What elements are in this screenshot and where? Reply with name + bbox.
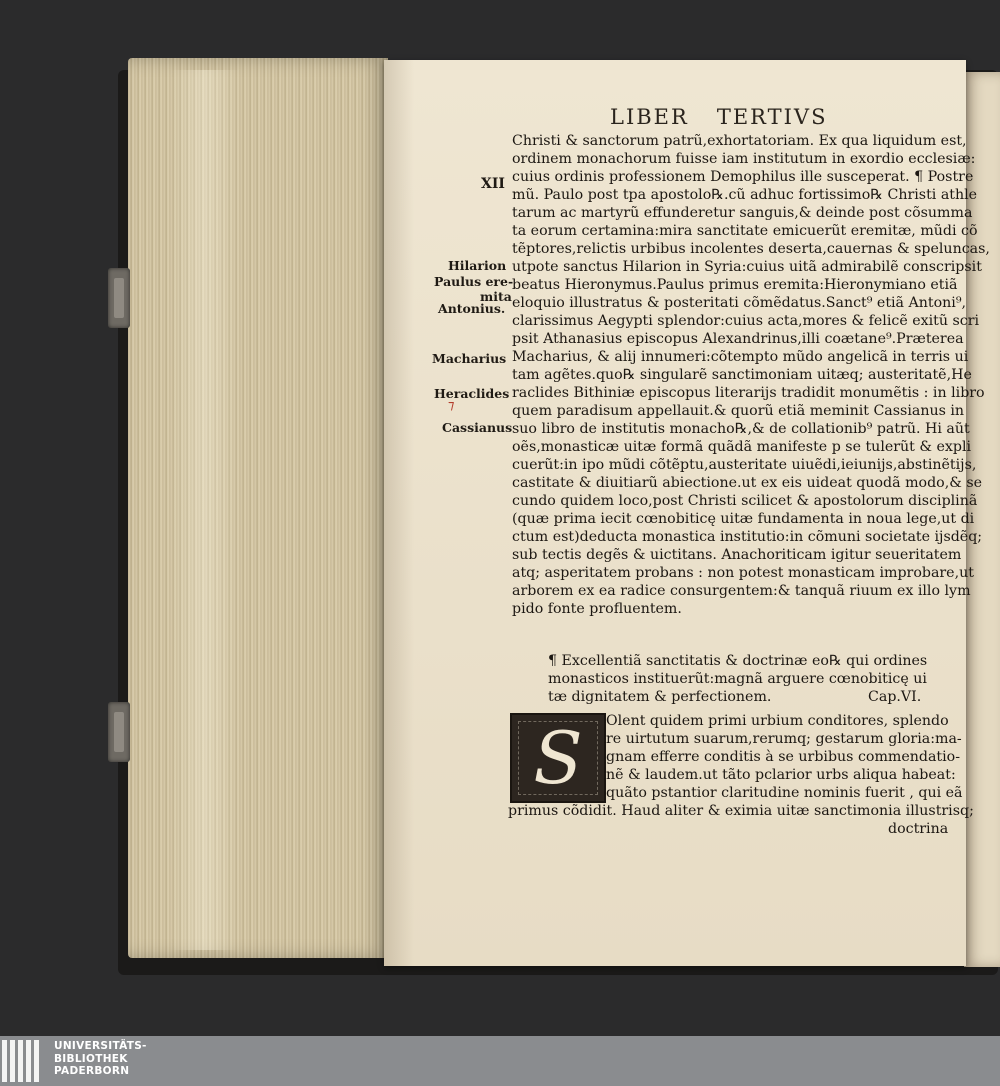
chapter-marker: XII xyxy=(481,176,505,192)
body-line: (quæ prima iecit cœnobiticę uitæ fundamenta in noua lege,ut di xyxy=(512,511,975,527)
body-line: utpote sanctus Hilarion in Syria:cuius uitã admirabilẽ conscripsit xyxy=(512,259,982,275)
body-line: atq; asperitatem probans : non potest monasticam improbare,ut xyxy=(512,565,974,581)
margin-note-hilarion: Hilarion xyxy=(448,258,507,273)
library-footer xyxy=(0,1036,1000,1086)
margin-note-heraclides: Heraclides xyxy=(434,386,510,401)
body-line: sub tectis degẽs & uictitans. Anachoriticam igitur seueritatem xyxy=(512,547,962,563)
body-line: ta eorum certamina:mira sanctitate emicuerũt eremitæ, mũdi cõ xyxy=(512,223,978,239)
body-line: mũ. Paulo post tpa apostolo℞.cũ adhuc fortissimo℞ Christi athle xyxy=(512,187,978,203)
body-line: cundo quidem loco,post Christi scilicet & apostolorum disciplinã xyxy=(512,493,978,509)
body-line: pido fonte profluentem. xyxy=(512,601,682,617)
body-line: tam agẽtes.quo℞ singularẽ sanctimoniam uitæq; austeritatẽ,He xyxy=(512,367,972,383)
chapter-line: nẽ & laudem.ut tãto pclarior urbs aliqua habeat: xyxy=(606,767,956,783)
body-line: oẽs,monasticæ uitæ formã quãdã manifeste p se tulerũt & expli xyxy=(512,439,972,455)
margin-note-eremita: mita xyxy=(480,289,512,304)
margin-note-paulus: Paulus ere- xyxy=(434,274,514,289)
clasp-upper xyxy=(108,268,130,328)
chapter-heading-line: monasticos instituerũt:magnã arguere cœnobiticę ui xyxy=(548,671,927,687)
body-line: clarissimus Aegypti splendor:cuius acta,mores & felicẽ exitũ scri xyxy=(512,313,980,329)
body-line: eloquio illustratus & posteritati cõmẽdatus.Sanct⁹ etiã Antoni⁹, xyxy=(512,295,967,311)
left-page-edges xyxy=(128,58,388,958)
catchword: doctrina xyxy=(888,821,949,837)
library-name-line1: UNIVERSITÄTS- xyxy=(54,1040,147,1052)
running-head-right: TERTIVS xyxy=(716,105,828,129)
chapter-heading-line: tæ dignitatem & perfectionem. xyxy=(548,689,772,705)
chapter-heading-line: ¶ Excellentiã sanctitatis & doctrinæ eo℞ qui ordines xyxy=(548,653,928,669)
body-line: arborem ex ea radice consurgentem:& tanquã riuum ex illo lym xyxy=(512,583,971,599)
page-edge-highlight xyxy=(170,70,240,950)
chapter-line: quãto pstantior claritudine nominis fuerit , qui eã xyxy=(606,785,963,801)
body-line: cuerũt:in ipo mũdi cõtẽptu,austeritate uiuẽdi,ieiunijs,abstinẽtijs, xyxy=(512,457,977,473)
chapter-line: primus cõdidit. Haud aliter & eximia uitæ sanctimonia illustrisq; xyxy=(508,803,974,819)
margin-note-cassianus: Cassianus xyxy=(442,420,513,435)
chapter-label: Cap.VI. xyxy=(868,689,922,705)
running-head-left: LIBER xyxy=(610,105,689,129)
library-name xyxy=(54,1040,147,1078)
body-line: ordinem monachorum fuisse iam institutum in exordio ecclesiæ: xyxy=(512,151,976,167)
body-line: tẽptores,relictis urbibus incolentes deserta,cauernas & speluncas, xyxy=(512,241,990,257)
library-logo-icon xyxy=(2,1040,46,1082)
library-name-line2: BIBLIOTHEK xyxy=(54,1052,128,1065)
body-line: quem paradisum appellauit.& quorũ etiã meminit Cassianus in xyxy=(512,403,965,419)
chapter-line: re uirtutum suarum,rerumq; gestarum gloria:ma- xyxy=(606,731,962,747)
running-head xyxy=(610,105,855,129)
body-line: castitate & diuitiarũ abiectione.ut ex eis uideat quodã modo,& se xyxy=(512,475,983,491)
initial-letter: S xyxy=(533,716,583,800)
body-line: ctum est)deducta monastica institutio:in cõmuni societate ijsdẽq; xyxy=(512,529,983,545)
body-line: beatus Hieronymus.Paulus primus eremita:Hieronymiano etiã xyxy=(512,277,958,293)
red-ink-mark: ⁊ xyxy=(448,398,455,413)
body-line: raclides Bithiniæ episcopus literarijs tradidit monumẽtis : in libro xyxy=(512,385,985,401)
margin-note-macharius: Macharius xyxy=(432,351,507,366)
body-line: psit Athanasius episcopus Alexandrinus,illi coætane⁹.Præterea xyxy=(512,331,964,347)
body-line: cuius ordinis professionem Demophilus ille susceperat. ¶ Postre xyxy=(512,169,974,185)
woodcut-initial xyxy=(510,713,606,803)
body-line: tarum ac martyrũ effunderetur sanguis,& deinde post cõsumma xyxy=(512,205,973,221)
clasp-lower xyxy=(108,702,130,762)
chapter-line: gnam efferre conditis à se urbibus commendatio- xyxy=(606,749,961,765)
margin-note-antonius: Antonius. xyxy=(438,301,506,316)
chapter-line: Olent quidem primi urbium conditores, splendo xyxy=(606,713,949,729)
library-name-line3: PADERBORN xyxy=(54,1065,130,1077)
body-line: Christi & sanctorum patrũ,exhortatoriam. Ex qua liquidum est, xyxy=(512,133,967,149)
body-line: suo libro de institutis monacho℞,& de collationib⁹ patrũ. Hi aũt xyxy=(512,421,970,437)
body-line: Macharius, & alij innumeri:cõtempto mũdo angelicã in terris ui xyxy=(512,349,969,365)
